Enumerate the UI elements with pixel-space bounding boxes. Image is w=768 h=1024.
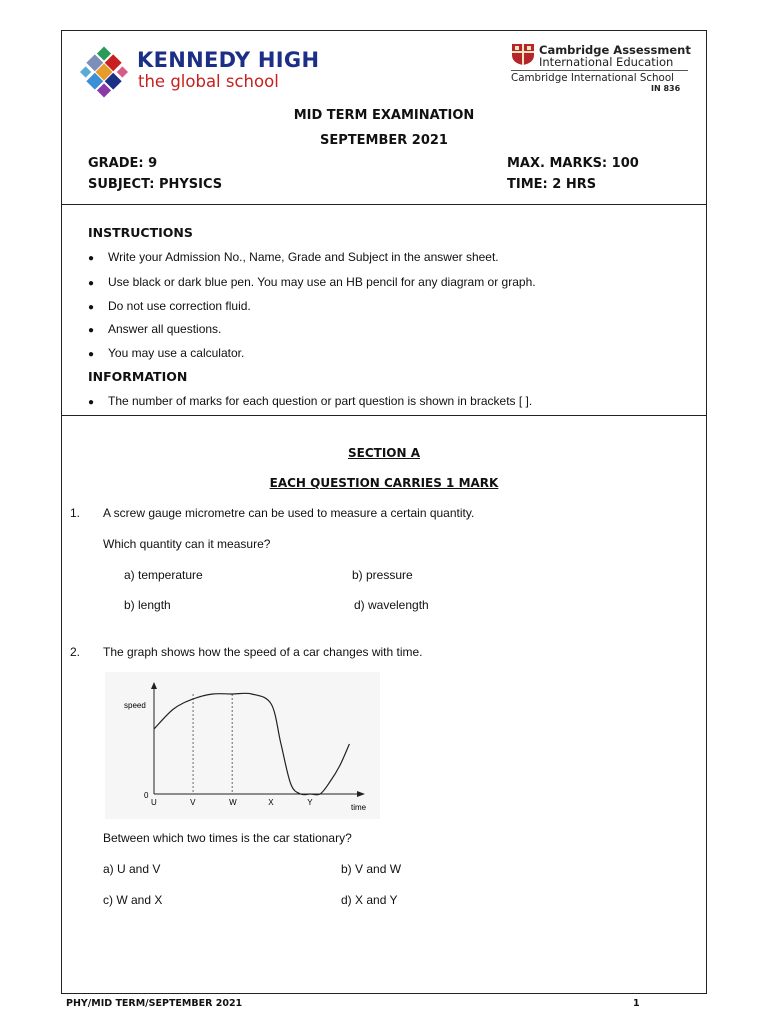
question-number: 1. bbox=[70, 506, 81, 520]
option-b: b) V and W bbox=[341, 862, 402, 876]
page-number: 1 bbox=[633, 998, 640, 1009]
option-d: d) X and Y bbox=[341, 893, 398, 907]
board-rule bbox=[511, 70, 688, 71]
x-tick-label: Y bbox=[307, 798, 313, 807]
x-tick-label: V bbox=[190, 798, 196, 807]
instructions-divider bbox=[61, 415, 707, 416]
board-name: Cambridge Assessment bbox=[539, 43, 691, 57]
option-a: a) temperature bbox=[124, 568, 203, 582]
bullet-icon: ● bbox=[88, 302, 95, 313]
bullet-icon: ● bbox=[88, 278, 95, 289]
x-tick-label: X bbox=[268, 798, 274, 807]
section-subtitle: EACH QUESTION CARRIES 1 MARK bbox=[269, 476, 499, 490]
bullet-icon: ● bbox=[88, 397, 95, 408]
instruction-item: ● Write your Admission No., Name, Grade and Subject in the answer sheet. bbox=[88, 250, 499, 264]
instruction-item: ● Answer all questions. bbox=[88, 322, 222, 336]
time-label: TIME: 2 HRS bbox=[507, 177, 597, 192]
board-subname: International Education bbox=[539, 55, 674, 69]
grade-label: GRADE: 9 bbox=[88, 156, 158, 171]
option-a: a) U and V bbox=[103, 862, 161, 876]
subject-label: SUBJECT: PHYSICS bbox=[88, 177, 223, 192]
x-axis-label: time bbox=[351, 803, 367, 812]
instruction-item: ● You may use a calculator. bbox=[88, 346, 245, 360]
school-tagline: the global school bbox=[138, 72, 279, 91]
x-tick-label: W bbox=[229, 798, 237, 807]
board-centre-code: IN 836 bbox=[651, 84, 681, 93]
instruction-item: ● Use black or dark blue pen. You may use an HB pencil for any diagram or graph. bbox=[88, 275, 536, 289]
question-prompt: Which quantity can it measure? bbox=[103, 537, 271, 551]
origin-label: 0 bbox=[144, 791, 149, 800]
instructions-heading: INSTRUCTIONS bbox=[88, 225, 193, 240]
exam-date: SEPTEMBER 2021 bbox=[320, 133, 448, 148]
question-number: 2. bbox=[70, 645, 81, 659]
cambridge-shield-icon bbox=[511, 43, 535, 66]
option-c: b) length bbox=[124, 598, 171, 612]
board-school-type: Cambridge International School bbox=[511, 72, 675, 84]
max-marks-label: MAX. MARKS: 100 bbox=[507, 156, 639, 171]
bullet-icon: ● bbox=[88, 325, 95, 336]
exam-title: MID TERM EXAMINATION bbox=[293, 108, 475, 123]
speed-time-graph bbox=[105, 672, 380, 819]
x-tick-label: U bbox=[151, 798, 157, 807]
question-text: A screw gauge micrometre can be used to measure a certain quantity. bbox=[103, 506, 475, 520]
section-title: SECTION A bbox=[347, 446, 420, 460]
school-name: KENNEDY HIGH bbox=[137, 48, 320, 72]
school-logo-icon bbox=[80, 44, 140, 100]
option-b: b) pressure bbox=[352, 568, 413, 582]
footer-reference: PHY/MID TERM/SEPTEMBER 2021 bbox=[66, 998, 243, 1009]
option-c: c) W and X bbox=[103, 893, 163, 907]
instruction-item: ● Do not use correction fluid. bbox=[88, 299, 251, 313]
bullet-icon: ● bbox=[88, 349, 95, 360]
information-heading: INFORMATION bbox=[88, 369, 188, 384]
option-d: d) wavelength bbox=[354, 598, 429, 612]
y-axis-label: speed bbox=[124, 701, 146, 710]
question-text: The graph shows how the speed of a car changes with time. bbox=[103, 645, 423, 659]
bullet-icon: ● bbox=[88, 253, 95, 264]
header-divider bbox=[61, 204, 707, 205]
information-item: ● The number of marks for each question or part question is shown in brackets [ ]. bbox=[88, 394, 533, 408]
question-prompt: Between which two times is the car stationary? bbox=[103, 831, 352, 845]
